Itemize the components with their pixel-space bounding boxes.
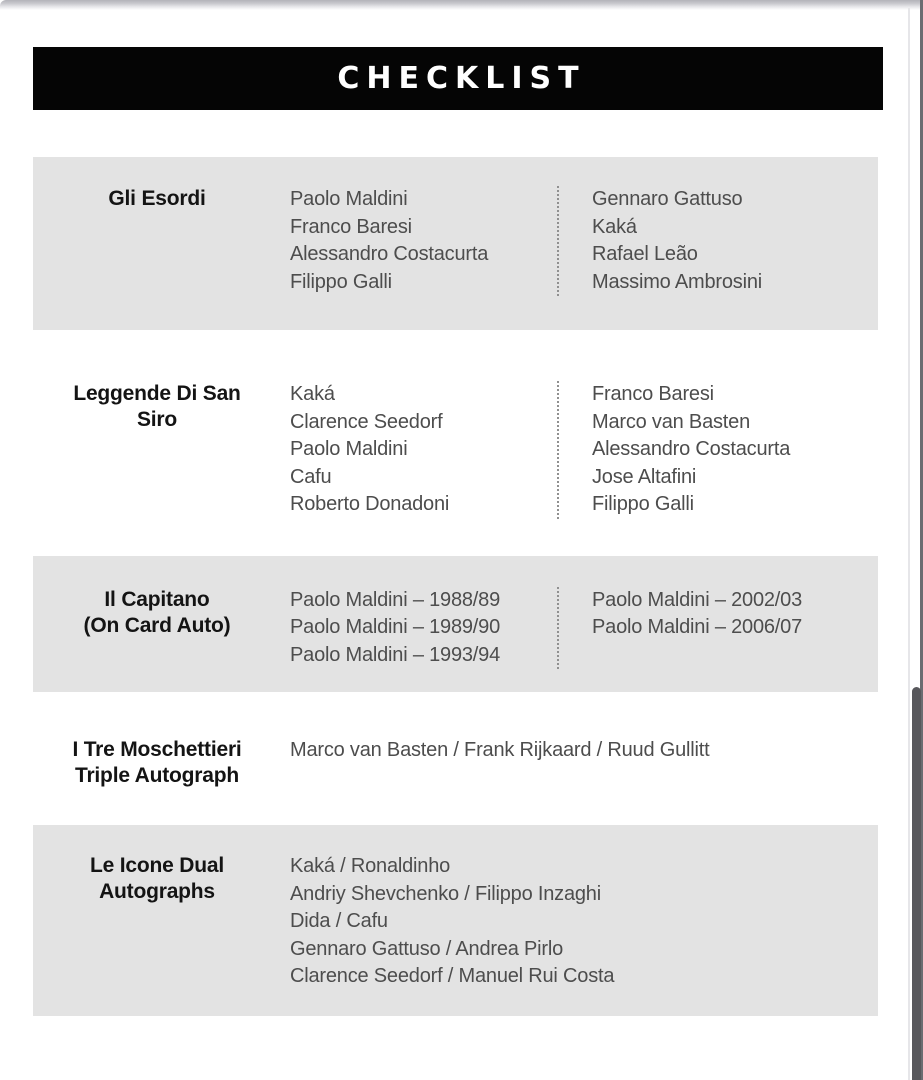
checklist-header-bar xyxy=(33,47,883,110)
player-entry: Marco van Basten xyxy=(592,410,750,433)
checklist-page xyxy=(33,0,878,1016)
player-entry: Franco Baresi xyxy=(592,383,714,405)
section-content xyxy=(290,853,878,991)
section-le-icone-dual-autographs xyxy=(33,825,878,1016)
section-title-line: I Tre Moschettieri xyxy=(72,738,242,761)
player-column-2 xyxy=(592,186,878,296)
scrollbar-thumb[interactable] xyxy=(912,687,921,1080)
scrollbar-track[interactable] xyxy=(908,8,910,1080)
section-content xyxy=(290,381,878,519)
section-il-capitano-on-card-auto xyxy=(33,556,878,693)
player-column-1 xyxy=(290,186,557,296)
section-title-line: Autographs xyxy=(99,880,215,903)
player-entry: Paolo Maldini – 2002/03 xyxy=(592,588,802,611)
player-entry: Cafu xyxy=(290,465,332,488)
column-divider-dotted xyxy=(557,186,559,296)
section-title-line: Leggende Di San xyxy=(73,382,241,405)
section-leggende-di-san-siro xyxy=(33,381,878,519)
section-title-line: Le Icone Dual xyxy=(90,854,224,877)
player-entry: Massimo Ambrosini xyxy=(592,270,762,293)
section-title-line: Il Capitano xyxy=(104,587,210,611)
section-content xyxy=(290,186,878,296)
player-entry: Roberto Donadoni xyxy=(290,493,450,515)
section-content xyxy=(290,737,878,765)
section-gli-esordi xyxy=(33,157,878,330)
player-entry: Dida / Cafu xyxy=(290,910,388,932)
player-entry: Jose Altafini xyxy=(592,465,697,488)
player-entry: Paolo Maldini – 2006/07 xyxy=(592,616,802,638)
section-title-il-capitano-on-card-auto xyxy=(33,587,281,639)
section-content xyxy=(290,587,878,670)
player-column-1 xyxy=(290,587,557,670)
page-title: CHECKLIST xyxy=(337,61,586,96)
player-entry: Paolo Maldini xyxy=(290,438,408,460)
player-column-1 xyxy=(290,381,557,519)
player-entry: Paolo Maldini – 1989/90 xyxy=(290,616,500,638)
player-entry: Filippo Galli xyxy=(592,493,694,515)
section-title-gli-esordi xyxy=(33,186,281,212)
section-title-line: (On Card Auto) xyxy=(83,613,231,637)
player-entry: Alessandro Costacurta xyxy=(592,438,791,460)
section-title-leggende-di-san-siro xyxy=(33,381,281,433)
player-entry: Rafael Leão xyxy=(592,243,698,265)
player-entry: Kaká xyxy=(290,383,335,405)
player-entry: Kaká / Ronaldinho xyxy=(290,855,451,877)
player-entry: Gennaro Gattuso xyxy=(592,188,743,210)
section-i-tre-moschettieri-triple-autograph xyxy=(33,737,878,789)
player-entry: Gennaro Gattuso / Andrea Pirlo xyxy=(290,937,564,960)
player-entry: Paolo Maldini – 1988/89 xyxy=(290,588,500,611)
player-entry: Filippo Galli xyxy=(290,270,392,293)
player-column-1 xyxy=(290,853,878,991)
player-entry: Kaká xyxy=(592,215,637,238)
player-entry: Paolo Maldini xyxy=(290,188,408,210)
player-entry: Andriy Shevchenko / Filippo Inzaghi xyxy=(290,882,601,905)
player-entry: Clarence Seedorf xyxy=(290,410,443,433)
section-title-line: Gli Esordi xyxy=(108,187,206,210)
column-divider-dotted xyxy=(557,587,559,670)
section-title-i-tre-moschettieri-triple-autograph xyxy=(33,737,281,789)
column-divider-dotted xyxy=(557,381,559,519)
player-entry: Clarence Seedorf / Manuel Rui Costa xyxy=(290,965,615,987)
player-column-2 xyxy=(592,587,878,670)
player-entry: Alessandro Costacurta xyxy=(290,243,489,265)
player-entry: Marco van Basten / Frank Rijkaard / Ruud Gullitt xyxy=(290,739,710,761)
player-column-1 xyxy=(290,737,878,765)
player-entry: Franco Baresi xyxy=(290,215,412,238)
section-title-le-icone-dual-autographs xyxy=(33,853,281,905)
sections-container xyxy=(33,157,878,1016)
section-title-line: Siro xyxy=(136,408,178,431)
player-entry: Paolo Maldini – 1993/94 xyxy=(290,643,500,666)
player-column-2 xyxy=(592,381,878,519)
section-title-line: Triple Autograph xyxy=(74,764,240,787)
